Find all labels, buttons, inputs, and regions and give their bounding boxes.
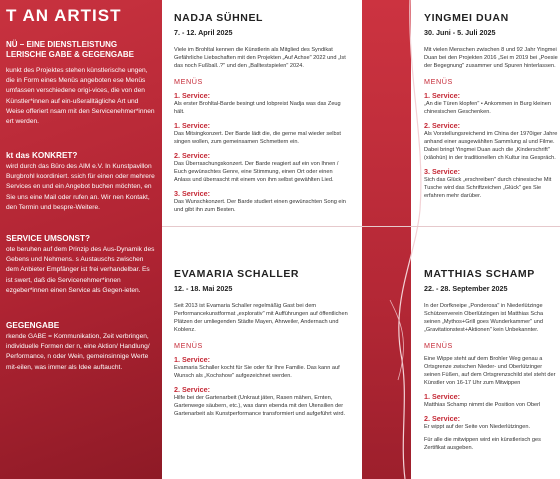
service-item	[174, 385, 350, 418]
service-text: „An die Türen klopfen" • Ankommen in Burg kleinen chinesischen Geschenken.	[424, 101, 551, 115]
menus-heading: MENÜS	[174, 77, 203, 86]
menus-heading: MENÜS	[424, 341, 453, 350]
artist-name: MATTHIAS SCHAMP	[424, 268, 535, 280]
artist-card-evamaria	[174, 268, 350, 418]
section-konkret-heading: kt das KONKRET?	[6, 151, 78, 160]
artist-date: 12. - 18. Mai 2025	[174, 284, 233, 293]
menus-heading: MENÜS	[174, 341, 203, 350]
section-gegengabe	[6, 320, 158, 373]
subtitle-line-2: LERISCHE GABE & GEGENGABE	[6, 50, 135, 59]
service-text: Hilfe bei der Gartenarbeit (Unkraut jäten, Rasen mähen, Ernten, Gartenwege säubern, etc.), was dann ebenda mit den Utensilien der Gartenarbeit als Kunstperformance transformiert und aufgeführt wird.	[174, 395, 346, 417]
service-title: 2. Service:	[174, 385, 210, 394]
service-item	[424, 414, 560, 431]
service-title: 2. Service:	[424, 121, 460, 130]
service-item	[174, 355, 350, 380]
service-pretext: Eine Wippe steht auf dem Brohler Weg genau a Ortsgrenze zwischen Nieder- und Oberlützinger seinen Füßen, auf dem Ortsgrenzschild stel steht der Künstler von 16-17 Uhr zum Mitwippen	[424, 356, 556, 386]
intro-text: kunkt des Projektes stehen künstlerische ungen, die in Form eines Menüs angeboten ese Menüs umfassen verschiedene origi-vices, die von den Künstler*innen auf ein-ußeralltägliche Art und Weise offeriert nsam mit den Servicenehmer*innen ert werden.	[6, 67, 155, 126]
service-text: Matthias Schamp nimmt die Position von Oberl	[424, 402, 541, 408]
service-text: Als erster Brohltal-Barde besingt und lobpreist Nadja was das Zeug hält.	[174, 101, 341, 115]
section-umsonst	[6, 233, 158, 296]
artist-name: YINGMEI DUAN	[424, 12, 509, 24]
section-gegengabe-text: rkende GABE = Kommunikation, Zeit verbringen, individuelle Formen der n, eine Aktion/ Handlung/ Performance, n oder Wein, gemeinsinnige Werte mit-eilen, was immer als Idee auftaucht.	[6, 333, 150, 371]
service-item	[174, 121, 350, 146]
section-umsonst-heading: SERVICE UMSONST?	[6, 234, 91, 243]
service-title: 2. Service:	[424, 414, 460, 423]
service-item	[174, 151, 350, 184]
artist-card-yingmei	[424, 12, 560, 200]
service-title: 1. Service:	[174, 91, 210, 100]
artist-intro: Seit 2013 ist Evamaria Schaller regelmäßig Gast bei dem Performancekunstformat „explorativ" mit Aufführungen auf öffentlichen Plätzen der umliegenden Städte Mayen, Ahrweiler, Andernach und Koblenz.	[174, 303, 348, 333]
service-title: 1. Service:	[424, 91, 460, 100]
service-text: Evamaria Schaller kocht für Sie oder für Ihre Familie. Das kann auf Wunsch als „Kochshow" aufgezeichnet werden.	[174, 365, 340, 379]
decorative-wire	[380, 0, 430, 479]
artist-date: 22. - 28. September 2025	[424, 284, 508, 293]
service-item	[424, 167, 560, 200]
section-konkret	[6, 150, 158, 213]
service-text: Das Mitsingkonzert. Der Barde lädt die, die gerne mal wieder selbst singen wollen, zum gemeinsamen Schmettern ein.	[174, 131, 341, 145]
service-text: Sich das Glück „erschreiben" durch chinesische Mit Tusche wird das Schriftzeichen „Glück" ges Sie erfahren mehr darüber.	[424, 177, 552, 199]
artist-intro: In der Dorfkneipe „Ponderosa" in Niederlützinge Schützenverein Oberlützingen ist Matthias Scha seinen „Mythos+Grill goes Wunderkammer" und „Gravitationstest+Aktionen" kein Unbekannter.	[424, 303, 544, 333]
service-title: 2. Service:	[174, 151, 210, 160]
artist-intro: Mit vielen Menschen zwischen 8 und 92 Jahr Yingmei Duan bei den Projekten 2016 „Sei m 2019 bei „Poesie der Begegnung" zusammer und Spuren hinterlassen.	[424, 47, 558, 69]
service-item	[424, 91, 560, 116]
artist-date: 7. - 12. April 2025	[174, 28, 233, 37]
service-item	[174, 189, 350, 214]
service-text: Das Wunschkonzert. Der Barde studiert einen gewünschten Song ein und gibt ihn zum Besten.	[174, 199, 346, 213]
subtitle	[6, 40, 134, 60]
service-title: 3. Service:	[424, 167, 460, 176]
artist-name: NADJA SÜHNEL	[174, 12, 264, 24]
service-item	[174, 91, 350, 116]
section-umsonst-text: ote beruhen auf dem Prinzip des Aus-Dynamik des Gebens und Nehmens. s Austauschs zwischen dem Anbieter Empfänger ist frei verhandelbar. Es ist swert, daß die Servicenehmer*innen ezgeber*innen einen Service als Gegen-ieten.	[6, 246, 155, 294]
service-title: 1. Service:	[174, 355, 210, 364]
left-panel	[0, 0, 162, 479]
service-item	[424, 392, 560, 409]
artist-card-nadja	[174, 12, 350, 214]
artist-name: EVAMARIA SCHALLER	[174, 268, 300, 280]
row-divider	[162, 226, 560, 227]
artist-card-matthias	[424, 268, 560, 452]
service-item	[424, 121, 560, 162]
artist-intro: Viele im Brohltal kennen die Künstlerin als Mitglied des Syndikat Gefährliche Liebschaften mit den Projekten „Auf Achse" 2022 und „Ist das noch Fußball..?" und den „Balltestspielen" 2024.	[174, 47, 346, 69]
service-posttext: Für alle die mitwippen wird ein künstlerisch ges Zertifikat ausgeben.	[424, 437, 541, 451]
subtitle-line-1: NÜ – EINE DIENSTLEISTUNG	[6, 40, 118, 49]
section-konkret-text: wird durch das Büro des AIM e.V. In Kunstpavillon Burgbrohl koordiniert. ssich für einen oder mehrere Services en und ein Angebot buchen möchten, en Sie uns eine Mail oder rufen an. Wir nen Kontakt, den Termin und bespre-Weitere.	[6, 163, 155, 211]
service-text: Als Vorstellungsreichend im China der 1970iger Jahre anhand einer ausgewählten Sammlung al und Filme. Dabei bringt Yingmei Duan auch die „Kinderschrift" (xiǎohún) in der traditionellen ch Kultur ins Gespräch.	[424, 131, 558, 161]
service-text: Er wippt auf der Seite von Niederlützingen.	[424, 424, 531, 430]
section-gegengabe-heading: GEGENGABE	[6, 321, 60, 330]
page-title: T AN ARTIST	[6, 6, 122, 25]
service-title: 1. Service:	[424, 392, 460, 401]
service-title: 1. Service:	[174, 121, 210, 130]
service-title: 3. Service:	[174, 189, 210, 198]
service-text: Das Überraschungskonzert. Der Barde reagiert auf ein von Ihnen / Euch gewünschtes Genre, eine Stimmung, einen Ort oder einen Anlass und überrascht mit einem von ihm selbst gewählten Lied.	[174, 161, 339, 183]
menus-heading: MENÜS	[424, 77, 453, 86]
artist-date: 30. Juni - 5. Juli 2025	[424, 28, 496, 37]
